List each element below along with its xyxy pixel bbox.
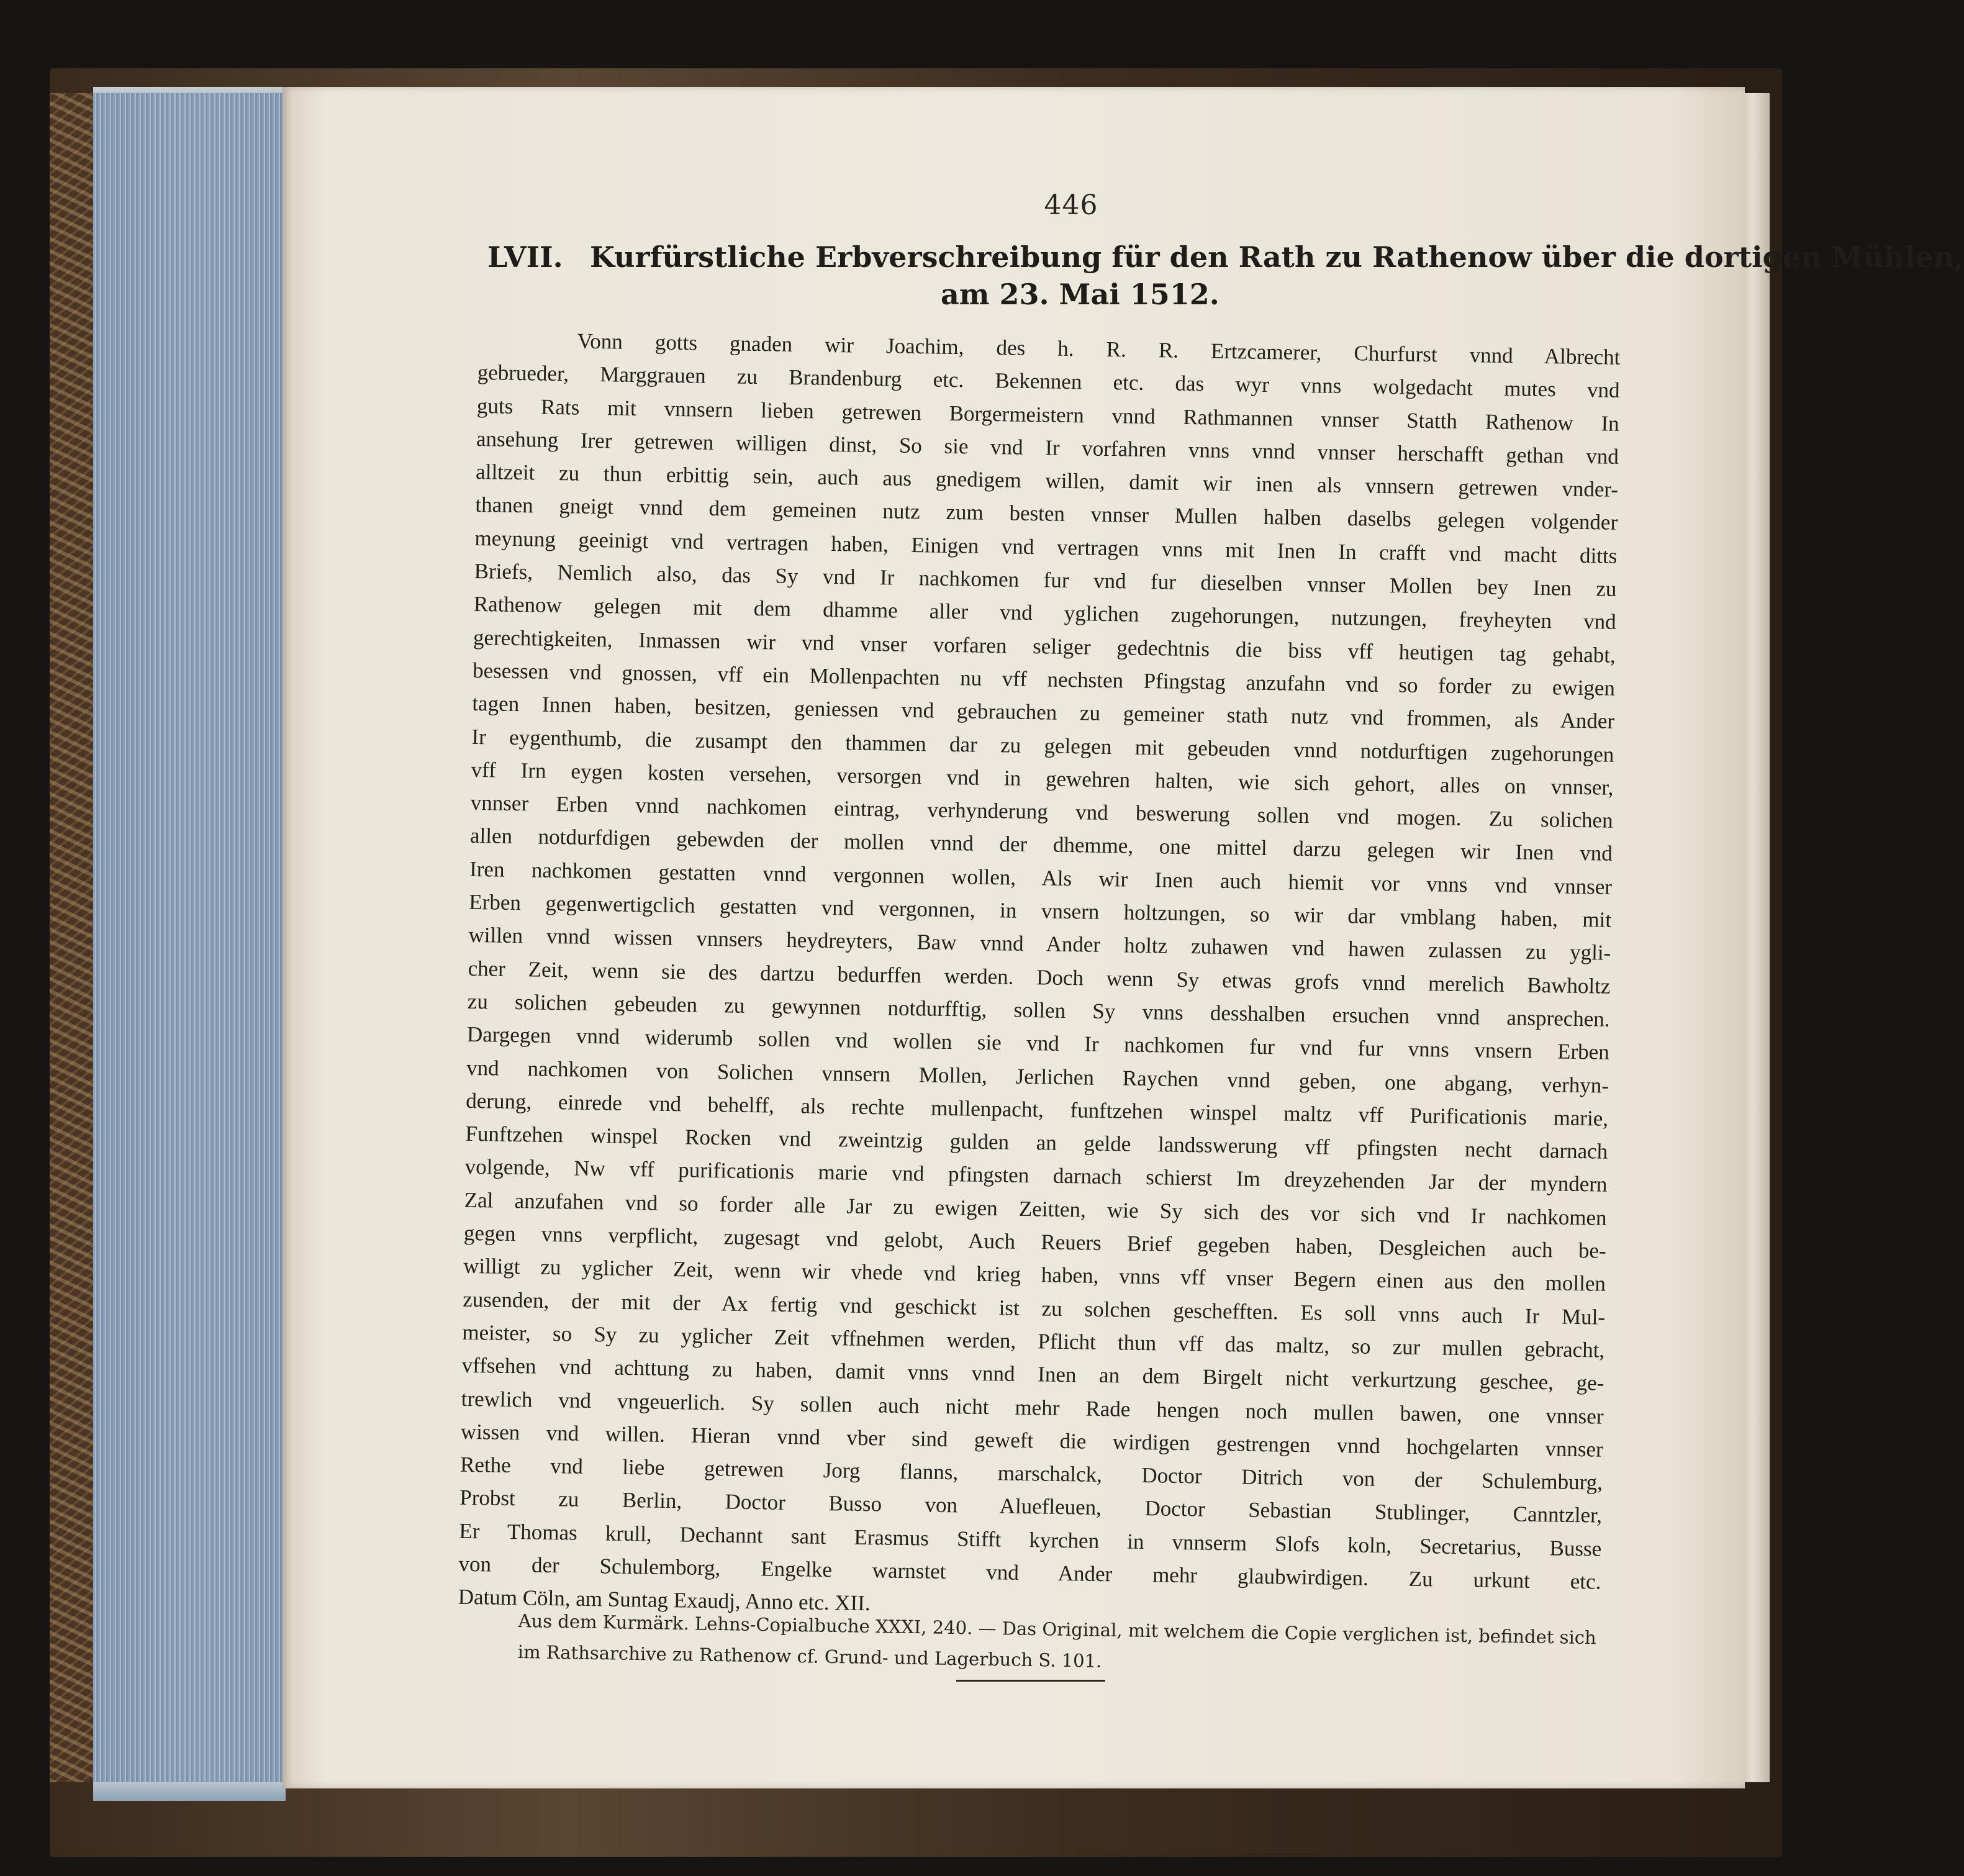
body-line: Zal anzufahen vnd so forder alle Jar zu ewigen Zeitten, wie Sy sich des vor sich vnd Ir nachkomen	[464, 1187, 1607, 1230]
document-body	[458, 323, 1620, 1631]
body-line: Erben gegenwertigclich gestatten vnd vergonnen, in vnsern holtzungen, so wir dar vmblang haben, mit	[469, 889, 1612, 932]
body-line: von der Schulemborg, Engelke warnstet vnd Ander mehr glaubwirdigen. Zu urkunt etc.	[458, 1551, 1601, 1594]
body-line: allen notdurfdigen gebewden der mollen vnnd der dhemme, one mittel darzu gelegen wir Inen vnd	[469, 823, 1613, 866]
body-line: willen vnnd wissen vnnsers heydreyters, Baw vnnd Ander holtz zuhawen vnd hawen zulassen zu ygli-	[468, 923, 1611, 966]
body-line: wissen vnd willen. Hieran vnnd vber sind geweft die wirdigen gestrengen vnnd hochgelarten vnnser	[460, 1419, 1604, 1462]
body-line: zusenden, der mit der Ax fertig vnd geschickt ist zu solchen geschefften. Es soll vnns auch Ir Mul-	[463, 1287, 1606, 1330]
heading-title-line-2: am 23. Mai 1512.	[941, 278, 1220, 311]
body-line: vffsehen vnd achttung zu haben, damit vnns vnnd Inen an dem Birgelt nicht verkurtzung geschee, ge-	[461, 1353, 1604, 1395]
facing-page-edge	[1742, 93, 1770, 1782]
closing-rule	[956, 1680, 1105, 1682]
body-line: vff Irn eygen kosten versehen, versorgen vnd in gewehren halten, wie sich gehort, alles on vnnser,	[471, 757, 1614, 800]
body-line: Rethe vnd liebe getrewen Jorg flanns, marschalck, Doctor Ditrich von der Schulemburg,	[459, 1452, 1603, 1495]
body-line: trewlich vnd vngeuerlich. Sy sollen auch nicht mehr Rade hengen noch mullen bawen, one vnnser	[461, 1386, 1604, 1429]
body-line: Probst zu Berlin, Doctor Busso von Aluefleuen, Doctor Sebastian Stublinger, Canntzler,	[459, 1485, 1603, 1528]
body-line: cher Zeit, wenn sie des dartzu bedurffen werden. Doch wenn Sy etwas grofs vnnd merelich Bawholtz	[468, 956, 1611, 999]
marbled-cover-edge	[50, 93, 96, 1782]
heading-number: LVII.	[487, 240, 563, 274]
body-line: besessen vnd gnossen, vff ein Mollenpachten nu vff nechsten Pfingstag anzufahn vnd so forder zu ewigen	[472, 658, 1616, 700]
footnote-line: im Rathsarchive zu Rathenow cf. Grund- und Lagerbuch S. 101.	[517, 1641, 1102, 1672]
body-line: gerechtigkeiten, Inmassen wir vnd vnser vorfaren seliger gedechtnis die biss vff heutigen tag gehabt,	[473, 625, 1616, 668]
body-line: willigt zu yglicher Zeit, wenn wir vhede vnd krieg haben, vnns vff vnser Begern einen aus den mollen	[463, 1254, 1606, 1297]
body-line: gegen vnns verpflicht, zugesagt vnd gelobt, Auch Reuers Brief gegeben haben, Desgleichen auch be-	[463, 1220, 1607, 1263]
body-line: Rathenow gelegen mit dem dhamme aller vnd yglichen zugehorungen, nutzungen, freyheyten vnd	[473, 592, 1616, 635]
body-line: volgende, Nw vff purificationis marie vnd pfingsten darnach schierst Im dreyzehenden Jar der myndern	[464, 1154, 1608, 1197]
body-line: Ir eygenthumb, die zusampt den thammen dar zu gelegen mit gebeuden vnnd notdurftigen zugehorungen	[471, 724, 1614, 767]
body-line: zu solichen gebeuden zu gewynnen notdurfftig, sollen Sy vnns desshalben ersuchen vnnd ansprechen.	[467, 989, 1610, 1031]
body-line: meynung geeinigt vnd vertragen haben, Einigen vnd vertragen vnns mit Inen In crafft vnd macht ditts	[474, 525, 1618, 568]
body-line: gebrueder, Marggrauen zu Brandenburg etc. Bekennen etc. das wyr vnns wolgedacht mutes vnd	[477, 360, 1620, 403]
body-line: Funftzehen winspel Rocken vnd zweintzig gulden an gelde landsswerung vff pfingsten necht darnach	[465, 1121, 1608, 1164]
body-line: ansehung Irer getrewen willigen dinst, So sie vnd Ir vorfahren vnns vnnd vnnser herschafft gethan vnd	[476, 426, 1619, 469]
footnote-line: Aus dem Kurmärk. Lehns-Copialbuche XXXI, 240. — Das Original, mit welchem die Copie verglichen ist, befindet sich	[518, 1610, 1596, 1649]
body-line: derung, einrede vnd behelff, als rechte mullenpacht, funftzehen winspel maltz vff Purificationis marie,	[466, 1088, 1609, 1131]
body-line: Datum Cöln, am Suntag Exaudj, Anno etc. XII.	[458, 1585, 871, 1616]
body-line: vnd nachkomen von Solichen vnnsern Mollen, Jerlichen Raychen vnnd geben, one abgang, verhyn-	[466, 1055, 1609, 1098]
body-line: vnnser Erben vnnd nachkomen eintrag, verhynderung vnd beswerung sollen vnd mogen. Zu solichen	[470, 791, 1613, 833]
page-edges-stack	[93, 93, 286, 1788]
body-line: alltzeit zu thun erbittig sein, auch aus gnedigem willen, damit wir inen als vnnsern getrewen vnder-	[475, 460, 1619, 502]
body-line: Iren nachkomen gestatten vnnd vergonnen wollen, Als wir Inen auch hiemit vor vnns vnd vnnser	[469, 856, 1613, 899]
body-line: Briefs, Nemlich also, das Sy vnd Ir nachkomen fur vnd fur dieselben vnnser Mollen bey Inen zu	[474, 559, 1617, 601]
body-line: Er Thomas krull, Dechannt sant Erasmus Stifft kyrchen in vnnserm Slofs koln, Secretarius, Busse	[459, 1518, 1602, 1561]
page-number: 446	[1044, 189, 1098, 221]
body-line: guts Rats mit vnnsern lieben getrewen Borgermeistern vnnd Rathmannen vnnser Statth Rathenow In	[476, 393, 1619, 436]
body-line: meister, so Sy zu yglicher Zeit vffnehmen werden, Pflicht thun vff das maltz, so zur mullen gebracht,	[462, 1320, 1605, 1362]
body-line: tagen Innen haben, besitzen, geniessen vnd gebrauchen zu gemeiner stath nutz vnd frommen, als Ander	[472, 691, 1615, 734]
body-line: Vonn gotts gnaden wir Joachim, des h. R. R. Ertzcamerer, Churfurst vnnd Albrecht	[577, 329, 1621, 369]
body-line: Dargegen vnnd widerumb sollen vnd wollen sie vnd Ir nachkomen fur vnd fur vnns vnsern Erben	[466, 1022, 1610, 1064]
heading-title-line-1: Kurfürstliche Erbverschreibung für den Rath zu Rathenow über die dortigen Mühlen,	[590, 240, 1964, 274]
page-edges-bottom	[93, 1782, 286, 1801]
body-line: thanen gneigt vnnd dem gemeinen nutz zum besten vnnser Mullen halben daselbs gelegen volgender	[475, 492, 1618, 535]
